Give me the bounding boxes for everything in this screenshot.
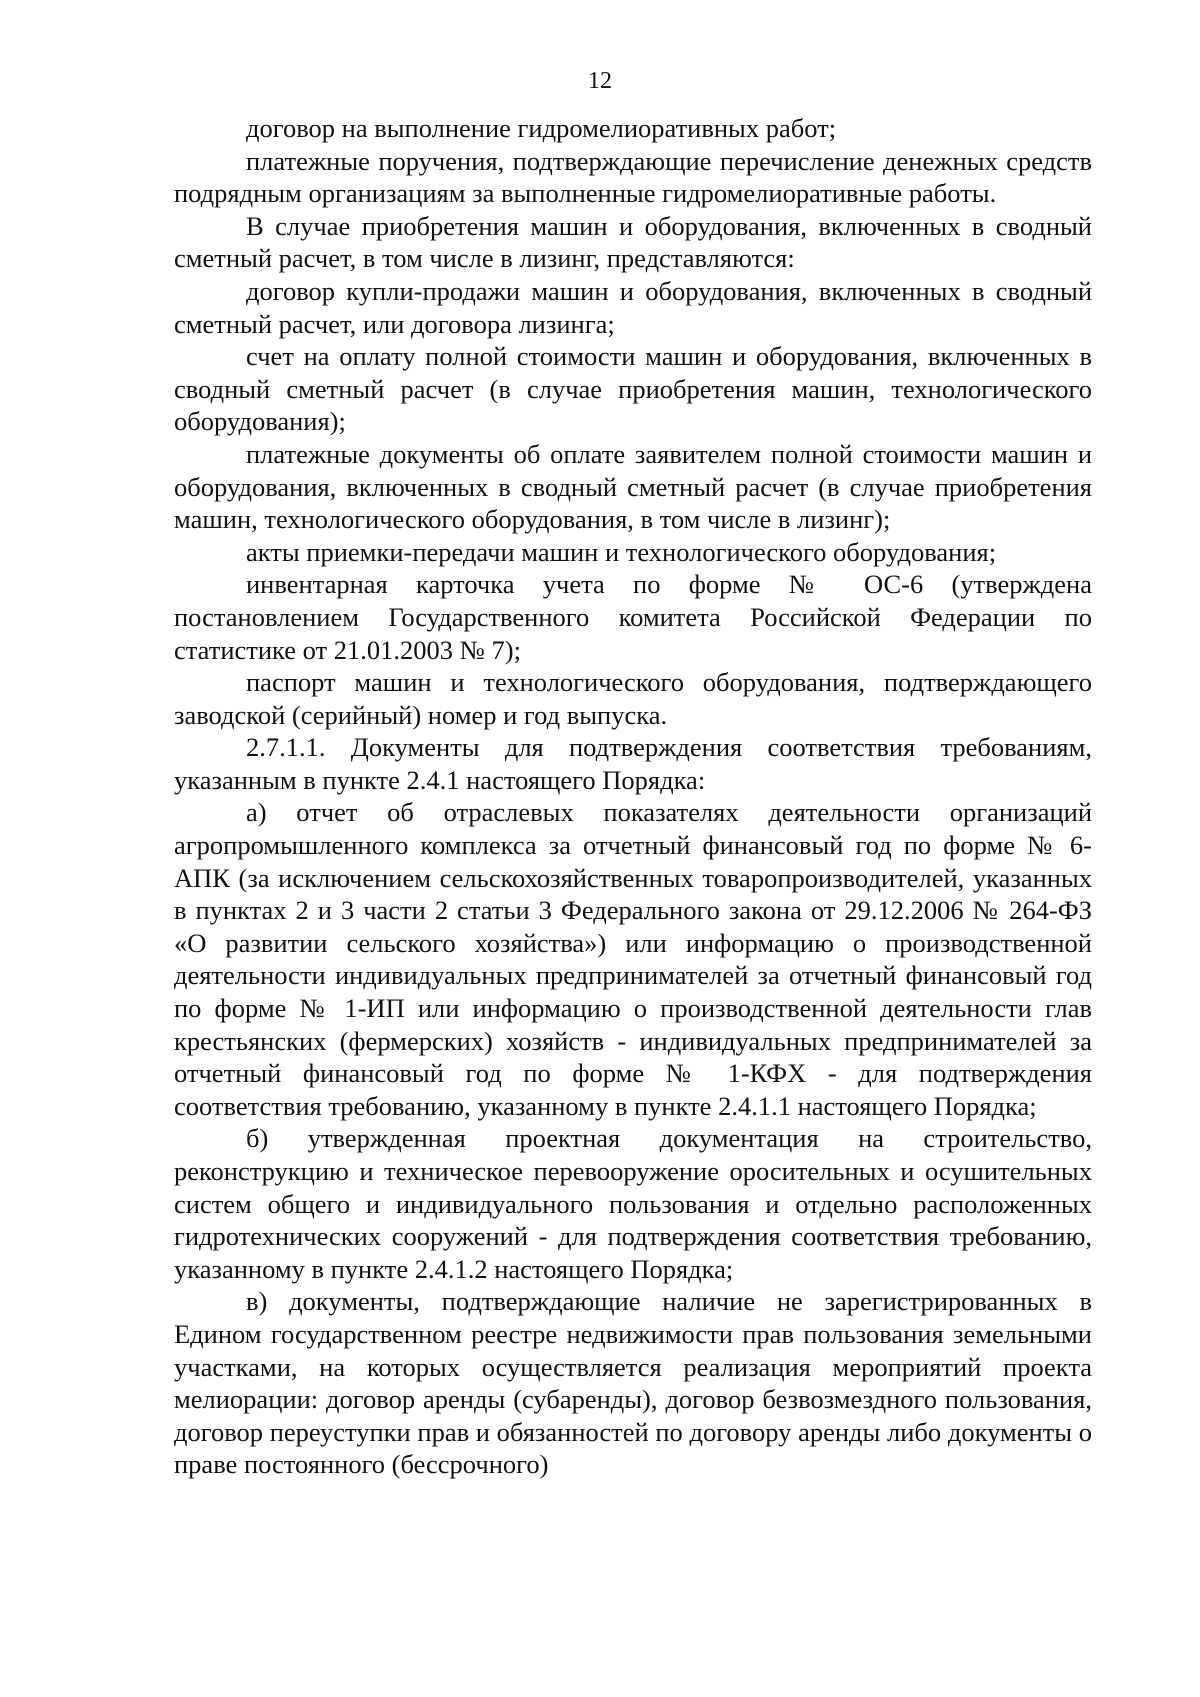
page-number: 12 bbox=[588, 68, 612, 94]
paragraph-machinery-purchase: В случае приобретения машин и оборудования, включенных в сводный сметный расчет, в том числе в лизинг, представляются: bbox=[174, 210, 1092, 274]
paragraph-invoice: счет на оплату полной стоимости машин и оборудования, включенных в сводный сметный расчет (в случае приобретения машин, технологического оборудования); bbox=[174, 341, 1092, 437]
paragraph-hydro-contract: договор на выполнение гидромелиоративных работ; bbox=[246, 113, 837, 143]
paragraph-item-v: в) документы, подтверждающие наличие не зарегистрированных в Едином государственном реестре недвижимости прав пользования земельными участками, на которых осуществляется реализация мероприятий проекта мелиорации: договор аренды (субаренды), договор безвозмездного пользования, договор переуступки прав и обязанностей по договору аренды либо документы о праве постоянного (бессрочного) bbox=[174, 1286, 1092, 1480]
paragraph-sale-contract: договор купли-продажи машин и оборудования, включенных в сводный сметный расчет, или договора лизинга; bbox=[174, 275, 1092, 339]
paragraph-section-2-7-1-1: 2.7.1.1. Документы для подтверждения соответствия требованиям, указанным в пункте 2.4.1 настоящего Порядка: bbox=[174, 732, 1092, 795]
paragraph-payment-orders: платежные поручения, подтверждающие перечисление денежных средств подрядным организациям за выполненные гидромелиоративные работы. bbox=[174, 145, 1092, 209]
document-body bbox=[174, 112, 1092, 1481]
paragraph-acceptance-acts: акты приемки-передачи машин и технологического оборудования; bbox=[246, 536, 997, 567]
paragraph-inventory-card: инвентарная карточка учета по форме № ОС-6 (утверждена постановлением Государственного комитета Российской Федерации по статистике от 21.01.2003 № 7); bbox=[174, 569, 1092, 665]
paragraph-payment-documents: платежные документы об оплате заявителем полной стоимости машин и оборудования, включенных в сводный сметный расчет (в случае приобретения машин, технологического оборудования, в том числе в лизинг); bbox=[174, 438, 1092, 535]
paragraph-passport: паспорт машин и технологического оборудования, подтверждающего заводской (серийный) номер и год выпуска. bbox=[174, 667, 1092, 730]
paragraph-item-a: а) отчет об отраслевых показателях деятельности организаций агропромышленного комплекса за отчетный финансовый год по форме № 6-АПК (за исключением сельскохозяйственных товаропроизводителей, указанных в пунктах 2 и 3 части 2 статьи 3 Федерального закона от 29.12.2006 № 264-ФЗ «О развитии сельского хозяйства») или информацию о производственной деятельности индивидуальных предпринимателей за отчетный финансовый год по форме № 1-ИП или информацию о производственной деятельности глав крестьянских (фермерских) хозяйств - индивидуальных предпринимателей за отчетный финансовый год по форме № 1-КФХ - для подтверждения соответствия требованию, указанному в пункте 2.4.1.1 настоящего Порядка; bbox=[174, 797, 1092, 1121]
paragraph-item-b: б) утвержденная проектная документация на строительство, реконструкцию и техническое перевооружение оросительных и осушительных систем общего и индивидуального пользования и отдельно расположенных гидротехнических сооружений - для подтверждения соответствия требованию, указанному в пункте 2.4.1.2 настоящего Порядка; bbox=[174, 1123, 1092, 1284]
